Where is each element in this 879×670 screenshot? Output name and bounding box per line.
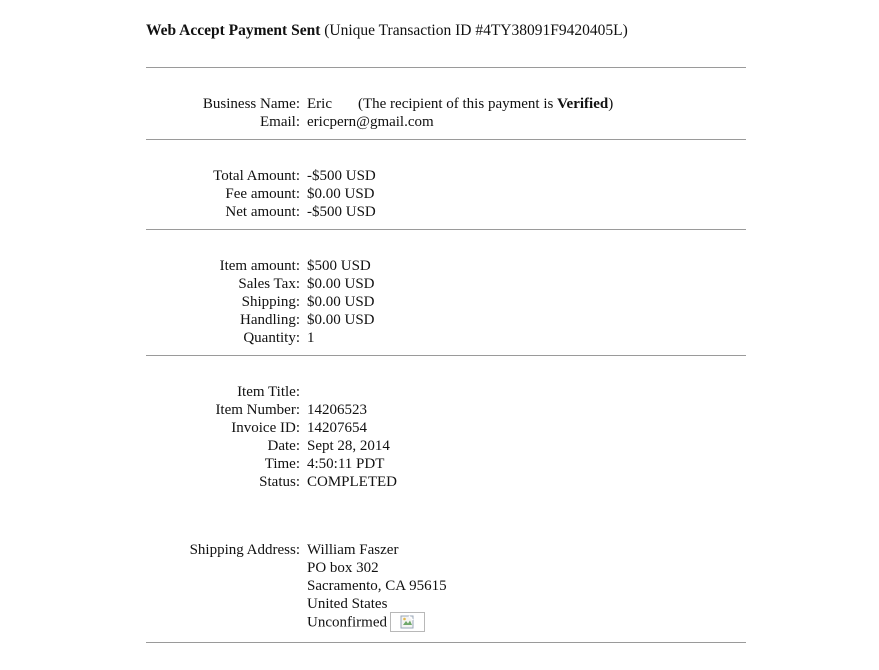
time-row — [0, 455, 879, 473]
verified-note-prefix: (The recipient of this payment is — [357, 96, 554, 112]
shipping-address-section — [0, 541, 879, 631]
verified-note-suffix: ) — [608, 96, 614, 112]
divider — [146, 67, 746, 68]
fee-amount-label: Fee amount: — [225, 186, 300, 202]
status-row — [0, 473, 879, 491]
address-line-row — [0, 577, 879, 595]
item-title-row — [0, 383, 879, 401]
shipping-row — [0, 293, 879, 311]
item-title-label: Item Title: — [237, 384, 300, 400]
shipping-address-label: Shipping Address: — [189, 542, 300, 558]
address-confirmation-status: Unconfirmed — [307, 614, 387, 631]
recipient-section — [0, 95, 879, 131]
business-name-row — [0, 95, 879, 113]
business-name-value — [307, 95, 613, 113]
sales-tax-row — [0, 275, 879, 293]
item-costs-section — [0, 257, 879, 347]
verified-word: Verified — [557, 96, 609, 112]
fee-amount-value: $0.00 USD — [307, 186, 375, 202]
shipping-value: $0.00 USD — [307, 294, 375, 310]
item-number-value: 14206523 — [307, 402, 367, 418]
address-line-street: PO box 302 — [307, 560, 379, 576]
sales-tax-value: $0.00 USD — [307, 276, 375, 292]
item-amount-label: Item amount: — [219, 258, 300, 274]
handling-row — [0, 311, 879, 329]
divider — [146, 355, 746, 356]
handling-value: $0.00 USD — [307, 312, 375, 328]
email-label: Email: — [260, 114, 300, 130]
invoice-id-row — [0, 419, 879, 437]
address-line-name: William Faszer — [307, 542, 399, 558]
handling-label: Handling: — [240, 312, 300, 328]
date-label: Date: — [267, 438, 300, 454]
net-amount-row — [0, 203, 879, 221]
date-row — [0, 437, 879, 455]
status-value: COMPLETED — [307, 474, 397, 490]
address-confirmation-row — [0, 613, 879, 631]
email-value: ericpern@gmail.com — [307, 114, 434, 130]
address-line-city: Sacramento, CA 95615 — [307, 578, 447, 594]
transaction-id: (Unique Transaction ID #4TY38091F9420405L) — [324, 22, 628, 39]
email-row — [0, 113, 879, 131]
broken-image-icon — [390, 612, 425, 632]
divider — [146, 642, 746, 643]
total-amount-value: -$500 USD — [307, 168, 376, 184]
net-amount-label: Net amount: — [225, 204, 300, 220]
invoice-id-value: 14207654 — [307, 420, 367, 436]
divider — [146, 139, 746, 140]
item-amount-row — [0, 257, 879, 275]
status-label: Status: — [259, 474, 300, 490]
time-value: 4:50:11 PDT — [307, 456, 385, 472]
address-line-country: United States — [307, 596, 388, 612]
total-amount-label: Total Amount: — [213, 168, 300, 184]
shipping-label: Shipping: — [241, 294, 300, 310]
item-amount-value: $500 USD — [307, 258, 371, 274]
item-number-label: Item Number: — [215, 402, 300, 418]
business-name-label: Business Name: — [202, 96, 300, 112]
date-value: Sept 28, 2014 — [307, 438, 390, 454]
total-amount-row — [0, 167, 879, 185]
business-name: Eric — [307, 96, 332, 112]
sales-tax-label: Sales Tax: — [238, 276, 300, 292]
address-line-row — [0, 559, 879, 577]
details-section — [0, 383, 879, 491]
fee-amount-row — [0, 185, 879, 203]
address-line-row — [0, 595, 879, 613]
net-amount-value: -$500 USD — [307, 204, 376, 220]
page-title — [146, 22, 628, 40]
page-title-bold: Web Accept Payment Sent — [146, 22, 321, 39]
divider — [146, 229, 746, 230]
shipping-address-row — [0, 541, 879, 559]
time-label: Time: — [264, 456, 300, 472]
quantity-value: 1 — [307, 330, 315, 346]
invoice-id-label: Invoice ID: — [231, 420, 300, 436]
address-confirmation — [307, 613, 425, 633]
item-number-row — [0, 401, 879, 419]
quantity-label: Quantity: — [243, 330, 300, 346]
quantity-row — [0, 329, 879, 347]
totals-section — [0, 167, 879, 221]
